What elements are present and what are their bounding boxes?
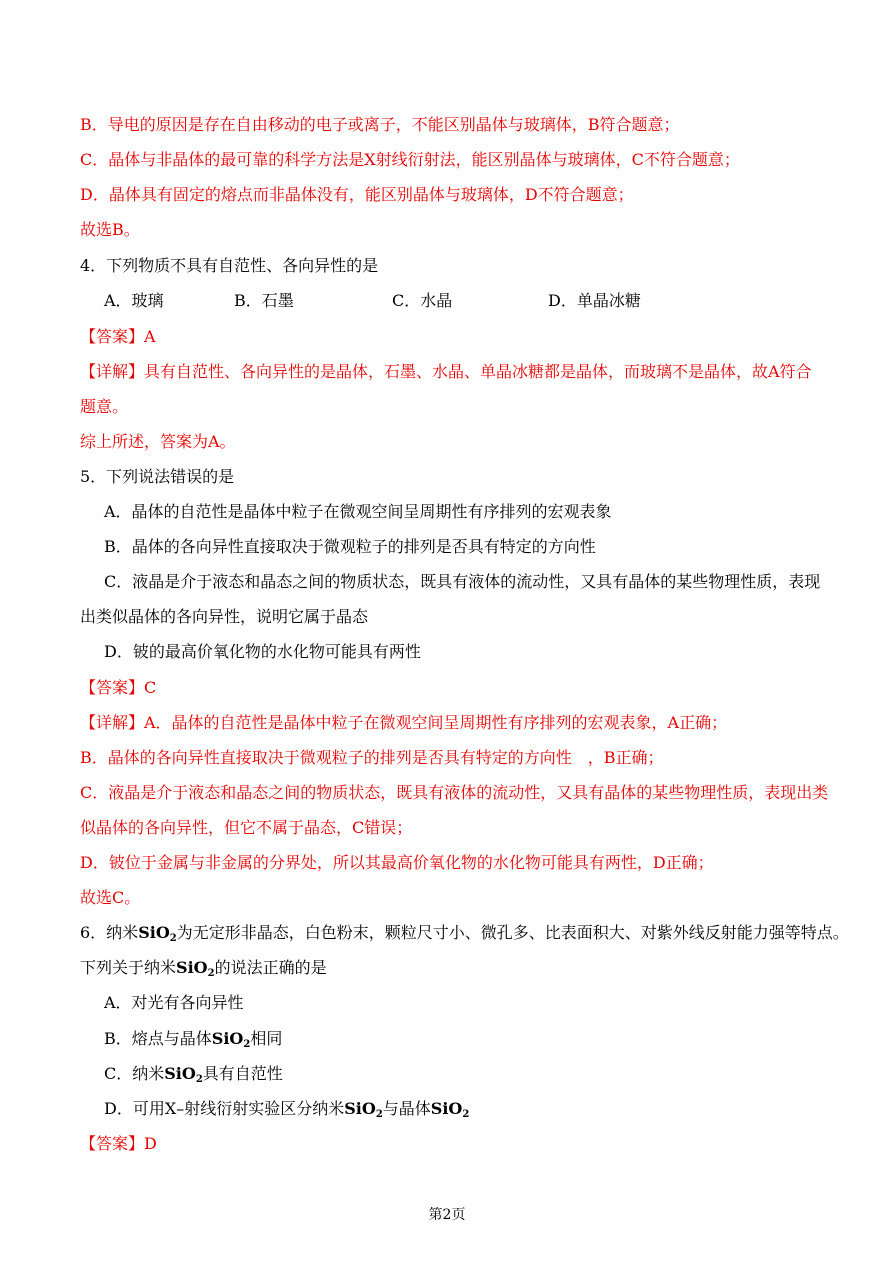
q6-question-prefix: 6．纳米: [80, 923, 139, 942]
q6-option-b: B．熔点与晶体SiO$_2$相同: [104, 1029, 283, 1050]
q4-summary: 综上所述，答案为A。: [80, 432, 236, 451]
sio2-formula: SiO$_2$: [344, 1099, 383, 1120]
q5-option-d: D．铍的最高价氧化物的水化物可能具有两性: [104, 642, 421, 661]
q5-question: 5．下列说法错误的是: [80, 467, 235, 486]
q4-question: 4．下列物质不具有自范性、各向异性的是: [80, 256, 379, 275]
q4-answer: 【答案】A: [80, 327, 156, 346]
q5-option-c-line1: C．液晶是介于液态和晶态之间的物质状态，既具有液体的流动性，又具有晶体的某些物理性质，表现: [104, 572, 821, 591]
q5-detail-d: D．铍位于金属与非金属的分界处，所以其最高价氧化物的水化物可能具有两性，D正确；: [80, 853, 714, 872]
sio2-formula: SiO$_2$: [176, 958, 215, 979]
sio2-formula: SiO$_2$: [138, 923, 177, 944]
page-number: 第2页: [428, 1207, 466, 1223]
q3-explain-d: D．晶体具有固定的熔点而非晶体没有，能区别晶体与玻璃体，D不符合题意；: [80, 185, 634, 204]
q5-option-b: B．晶体的各向异性直接取决于微观粒子的排列是否具有特定的方向性: [104, 537, 596, 556]
q5-detail-c-line2: 似晶体的各向异性，但它不属于晶态，C错误；: [80, 818, 413, 837]
q4-option-b: B．石墨: [234, 291, 294, 310]
q4-detail-line2: 题意。: [80, 397, 129, 416]
sio2-formula: SiO$_2$: [430, 1099, 470, 1120]
q6-question-line1: [80, 922, 849, 950]
q5-detail-c-line1: C．液晶是介于液态和晶态之间的物质状态，既具有液体的流动性，又具有晶体的某些物理性质，表现出类: [80, 783, 829, 802]
q4-option-c: C．水晶: [392, 291, 453, 310]
q6-question-line2: 下列关于纳米SiO$_2$的说法正确的是: [80, 958, 327, 979]
q5-option-a: A．晶体的自范性是晶体中粒子在微观空间呈周期性有序排列的宏观表象: [104, 502, 612, 521]
q6-answer: 【答案】D: [80, 1134, 157, 1153]
q5-detail-a: 【详解】A．晶体的自范性是晶体中粒子在微观空间呈周期性有序排列的宏观表象，A正确；: [80, 713, 728, 732]
q3-conclusion: 故选B。: [80, 220, 140, 239]
q5-answer: 【答案】C: [80, 678, 157, 697]
q4-option-d: D．单晶冰糖: [548, 291, 641, 310]
q4-option-a: A．玻璃: [104, 291, 164, 310]
q3-explain-b: B．导电的原因是存在自由移动的电子或离子，不能区别晶体与玻璃体，B符合题意；: [80, 115, 680, 134]
sio2-formula: SiO$_2$: [164, 1064, 203, 1085]
q6-option-c: C．纳米SiO$_2$具有自范性: [104, 1064, 283, 1085]
q5-conclusion: 故选C。: [80, 888, 141, 907]
q6-question-middle: 为无定形非晶态，白色粉末，颗粒尺寸小、微孔多、比表面积大、对紫外线反射能力强等特点。: [176, 923, 849, 942]
q3-explain-c: C．晶体与非晶体的最可靠的科学方法是X射线衍射法，能区别晶体与玻璃体，C不符合题意；: [80, 150, 740, 169]
q4-detail-line1: 【详解】具有自范性、各向异性的是晶体，石墨、水晶、单晶冰糖都是晶体，而玻璃不是晶体，故A符合: [80, 362, 812, 381]
sio2-formula: SiO$_2$: [211, 1029, 251, 1050]
q5-detail-b: B．晶体的各向异性直接取决于微观粒子的排列是否具有特定的方向性 ，B正确；: [80, 748, 664, 767]
q6-option-d: D．可用X–射线衍射实验区分纳米SiO$_2$与晶体SiO$_2$: [104, 1099, 470, 1120]
q5-option-c-line2: 出类似晶体的各向异性，说明它属于晶态: [80, 607, 369, 626]
q6-option-a: A．对光有各向异性: [104, 993, 244, 1012]
